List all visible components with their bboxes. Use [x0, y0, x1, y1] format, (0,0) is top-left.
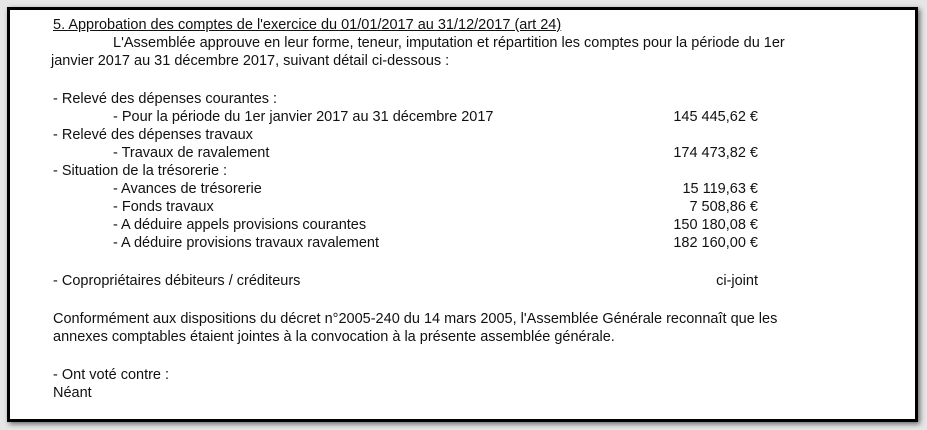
decret-line-1: Conformément aux dispositions du décret n°2005-240 du 14 mars 2005, l'Assemblée Générale reconnaît que les — [53, 311, 778, 327]
document-frame — [7, 7, 918, 422]
vote-contre-label: - Ont voté contre : — [53, 367, 170, 383]
tresorerie-label: - A déduire appels provisions courantes — [113, 217, 367, 233]
tresorerie-label: - Fonds travaux — [113, 199, 214, 215]
tresorerie-amount: 150 180,08 € — [673, 217, 758, 233]
tresorerie-label: - Avances de trésorerie — [113, 181, 262, 197]
tresorerie-row — [53, 216, 883, 234]
depenses-courantes-amount: 145 445,62 € — [673, 109, 758, 125]
coproprietaires-label: - Copropriétaires débiteurs / créditeurs — [53, 273, 301, 289]
travaux-ravalement-row — [53, 144, 883, 162]
tresorerie-row — [53, 234, 883, 252]
section-tresorerie-title: - Situation de la trésorerie : — [53, 163, 228, 179]
resolution-heading: 5. Approbation des comptes de l'exercice du 01/01/2017 au 31/12/2017 (art 24) — [53, 17, 562, 33]
tresorerie-amount: 15 119,63 € — [682, 181, 758, 197]
tresorerie-amount: 182 160,00 € — [673, 235, 758, 251]
decret-line-2: annexes comptables étaient jointes à la convocation à la présente assemblée générale. — [53, 329, 615, 345]
intro-line-2: janvier 2017 au 31 décembre 2017, suivant détail ci-dessous : — [51, 53, 450, 69]
document-body — [53, 16, 883, 402]
intro-line-1: L'Assemblée approuve en leur forme, teneur, imputation et répartition les comptes pour la période du 1er — [113, 35, 785, 51]
depenses-courantes-row — [53, 108, 883, 126]
travaux-ravalement-amount: 174 473,82 € — [673, 145, 758, 161]
vote-contre-value: Néant — [53, 385, 92, 401]
tresorerie-label: - A déduire provisions travaux ravalement — [113, 235, 379, 251]
travaux-ravalement-label: - Travaux de ravalement — [113, 145, 270, 161]
coproprietaires-value: ci-joint — [716, 273, 758, 289]
coproprietaires-row — [53, 272, 883, 290]
section-depenses-courantes-title: - Relevé des dépenses courantes : — [53, 91, 278, 107]
tresorerie-row — [53, 198, 883, 216]
section-depenses-travaux-title: - Relevé des dépenses travaux — [53, 127, 253, 143]
tresorerie-row — [53, 180, 883, 198]
tresorerie-amount: 7 508,86 € — [689, 199, 758, 215]
depenses-courantes-label: - Pour la période du 1er janvier 2017 au 31 décembre 2017 — [113, 109, 494, 125]
